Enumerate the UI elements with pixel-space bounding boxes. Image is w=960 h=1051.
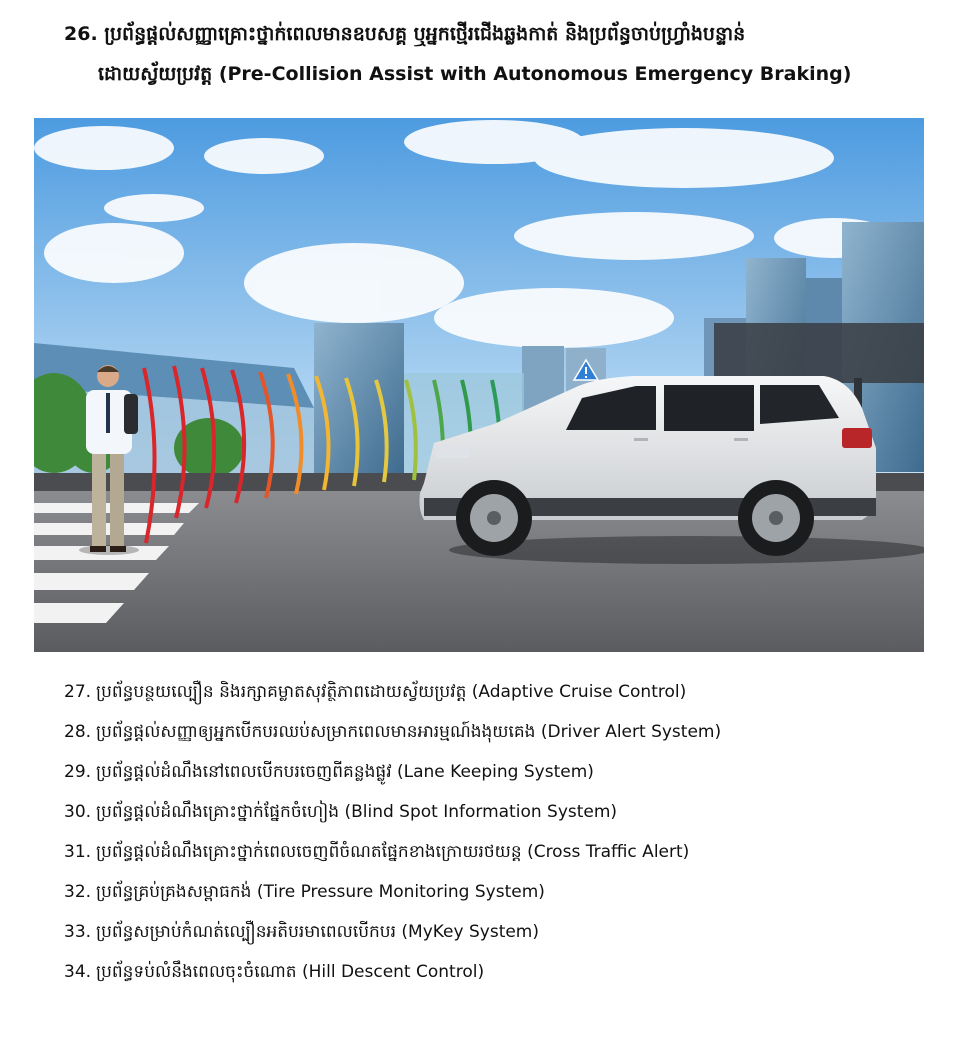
list-item	[64, 832, 924, 872]
item-number: 34.	[64, 962, 92, 982]
item-text: ប្រព័ន្ធផ្ដល់ដំណឹងនៅពេលបើកបរចេញពីគន្លងផ្លូវ (Lane Keeping System)	[96, 762, 594, 782]
heading-line-1: ប្រព័ន្ធផ្ដល់សញ្ញាគ្រោះថ្នាក់ពេលមានឧបសគ្គ ឬអ្នកថ្មើរជើងឆ្លងកាត់ និងប្រព័ន្ធចាប់ហ្វ្រាំងបន្ទាន់	[104, 23, 746, 45]
list-item	[64, 872, 924, 912]
item-text: ប្រព័ន្ធផ្ដល់ដំណឹងគ្រោះថ្នាក់ផ្នែកចំហៀង (Blind Spot Information System)	[96, 802, 618, 822]
item-number: 28.	[64, 722, 92, 742]
feature-list	[64, 672, 924, 992]
list-item	[64, 912, 924, 952]
item-text: ប្រព័ន្ធផ្ដល់សញ្ញាឲ្យអ្នកបើកបរឈប់សម្រាកពេលមានអារម្មណ៍ងងុយគេង (Driver Alert System)	[96, 722, 722, 742]
item-text: ប្រព័ន្ធបន្ថយល្បឿន និងរក្សាគម្លាតសុវត្ថិភាពដោយស្វ័យប្រវត្ត (Adaptive Cruise Control)	[96, 682, 687, 702]
heading-number: 26.	[64, 23, 98, 45]
list-item	[64, 952, 924, 992]
item-number: 27.	[64, 682, 92, 702]
item-text: ប្រព័ន្ធគ្រប់គ្រងសម្ពាធកង់ (Tire Pressure Monitoring System)	[96, 882, 545, 902]
list-item	[64, 752, 924, 792]
item-text: ប្រព័ន្ធទប់លំនឹងពេលចុះចំណោត (Hill Descent Control)	[96, 962, 485, 982]
list-item	[64, 792, 924, 832]
item-text: ប្រព័ន្ធផ្ដល់ដំណឹងគ្រោះថ្នាក់ពេលចេញពីចំណតផ្នែកខាងក្រោយរថយន្ត (Cross Traffic Alert)	[96, 842, 690, 862]
hero-scene	[34, 118, 924, 652]
heading-line-2: ដោយស្វ័យប្រវត្ត (Pre-Collision Assist with Autonomous Emergency Braking)	[98, 63, 852, 85]
item-number: 33.	[64, 922, 92, 942]
list-item	[64, 672, 924, 712]
item-number: 29.	[64, 762, 92, 782]
item-text: ប្រព័ន្ធសម្រាប់កំណត់ល្បឿនអតិបរមាពេលបើកបរ (MyKey System)	[96, 922, 540, 942]
list-item	[64, 712, 924, 752]
item-number: 32.	[64, 882, 92, 902]
item-number: 31.	[64, 842, 92, 862]
item-number: 30.	[64, 802, 92, 822]
pre-collision-illustration	[34, 118, 924, 652]
feature-heading-26	[64, 14, 934, 94]
